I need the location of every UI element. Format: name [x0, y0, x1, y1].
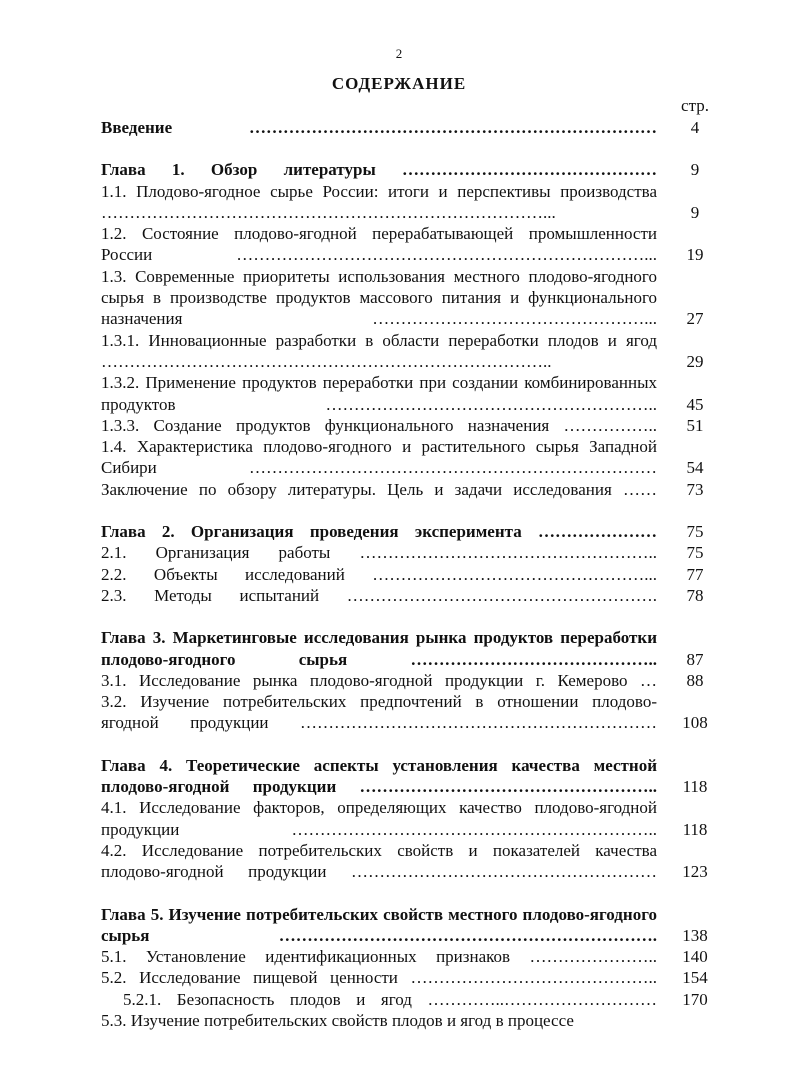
- toc-entry-page: 73: [686, 479, 704, 499]
- toc-entry: [101, 946, 718, 967]
- toc-entry-title: 1.3. Современные приоритеты использования местного плодово-ягодного сырья в производстве продуктов массового питания и функционального назначения …………………………………………...: [101, 266, 657, 329]
- toc-entry-title: 1.3.1. Инновационные разработки в области переработки плодов и ягод ……………………………………………………………………..: [101, 330, 657, 371]
- toc-entry-page: 27: [686, 309, 704, 329]
- table-of-contents: [101, 117, 718, 1031]
- toc-entry-title: 2.1. Организация работы ……………………………………………..: [101, 543, 657, 563]
- toc-entry: [101, 797, 718, 840]
- toc-entry-title: Глава 5. Изучение потребительских свойств местного плодово-ягодного сырья ………………………………………………………….: [101, 904, 657, 945]
- toc-entry: [101, 585, 718, 606]
- toc-entry: [101, 691, 718, 734]
- toc-entry-title: 1.1. Плодово-ягодное сырье России: итоги и перспективы производства ……………………………………………………………………...: [101, 181, 657, 222]
- toc-entry-page: 54: [686, 458, 704, 478]
- toc-entry: [101, 542, 718, 563]
- toc-entry-title: Введение ………………………………………………………………: [101, 118, 657, 137]
- toc-entry-page: 138: [682, 925, 708, 945]
- toc-entry-title: 5.2.1. Безопасность плодов и ягод …………..………………………: [123, 989, 657, 1009]
- toc-entry-page: 45: [686, 394, 704, 414]
- toc-entry: [101, 330, 718, 373]
- toc-entry-title: Глава 4. Теоретические аспекты установления качества местной плодово-ягодной продукции ……………………………………………..: [101, 755, 657, 797]
- toc-entry-page: 154: [682, 968, 708, 988]
- toc-entry-page: 87: [686, 649, 704, 669]
- page-column-header: стр.: [681, 96, 709, 115]
- toc-entry-page: 140: [682, 947, 708, 967]
- toc-entry: [101, 989, 718, 1010]
- toc-entry-title: 4.1. Исследование факторов, определяющих качество плодово-ягодной продукции ………………………………………………………..: [101, 798, 657, 839]
- toc-entry: [101, 181, 718, 224]
- toc-entry-title: 5.2. Исследование пищевой ценности ……………………………………..: [101, 968, 657, 988]
- toc-entry-page: 78: [686, 585, 704, 605]
- toc-entry-title: 1.4. Характеристика плодово-ягодного и растительного сырья Западной Сибири ………………………………………………………………: [101, 437, 657, 478]
- toc-entry-title: Глава 3. Маркетинговые исследования рынка продуктов переработки плодово-ягодного сырья ……………………………………..: [101, 628, 657, 669]
- toc-entry: [101, 223, 718, 266]
- toc-entry-title: 2.2. Объекты исследований …………………………………………...: [101, 564, 657, 584]
- toc-entry: [101, 479, 718, 500]
- toc-entry-title: 1.3.2. Применение продуктов переработки при создании комбинированных продуктов …………………………………………………..: [101, 373, 657, 414]
- toc-entry-page: 77: [686, 564, 704, 584]
- toc-entry-page: 118: [682, 819, 708, 839]
- toc-entry-page: 170: [682, 989, 708, 1009]
- toc-entry-page: 9: [690, 202, 700, 222]
- toc-entry-title: 5.3. Изучение потребительских свойств плодов и ягод в процессе: [101, 1010, 574, 1030]
- toc-entry-page: 108: [682, 713, 708, 733]
- toc-entry: [101, 967, 718, 988]
- toc-entry: [101, 627, 718, 670]
- toc-entry-title: 3.1. Исследование рынка плодово-ягодной продукции г. Кемерово …: [101, 670, 657, 690]
- toc-entry-title: Глава 2. Организация проведения эксперимента …………………: [101, 522, 657, 542]
- toc-entry-title: Глава 1. Обзор литературы ………………………………………: [101, 160, 657, 180]
- toc-entry: [101, 1010, 718, 1031]
- toc-entry-title: 1.3.3. Создание продуктов функционального назначения ……………..: [101, 415, 657, 435]
- toc-entry: [101, 415, 718, 436]
- toc-entry-page: 51: [686, 415, 704, 435]
- toc-entry-page: 4: [690, 118, 700, 137]
- toc-entry: [101, 436, 718, 479]
- toc-entry-page: 88: [686, 670, 704, 690]
- toc-entry-title: Заключение по обзору литературы. Цель и задачи исследования ……: [101, 479, 657, 499]
- page-number: 2: [395, 46, 403, 61]
- toc-entry: [101, 266, 718, 330]
- toc-entry-page: 29: [686, 351, 704, 371]
- toc-entry-page: 123: [682, 862, 708, 882]
- toc-entry: [101, 159, 718, 180]
- toc-entry: [101, 521, 718, 542]
- toc-entry: [101, 840, 718, 883]
- toc-entry: [101, 755, 718, 798]
- toc-entry-title: 3.2. Изучение потребительских предпочтений в отношении плодово-ягодной продукции ………………………………………………………: [101, 692, 657, 733]
- toc-entry-title: 4.2. Исследование потребительских свойств и показателей качества плодово-ягодной продукции ………………………………………………: [101, 840, 657, 882]
- toc-entry-page: 9: [690, 160, 700, 180]
- toc-entry: [101, 670, 718, 691]
- page-title: СОДЕРЖАНИЕ: [331, 74, 467, 93]
- toc-entry-page: 75: [686, 522, 704, 542]
- toc-entry: [101, 117, 718, 138]
- toc-entry-page: 118: [682, 777, 708, 797]
- toc-entry: [101, 904, 718, 947]
- toc-entry: [101, 372, 718, 415]
- toc-entry: [101, 564, 718, 585]
- toc-entry-title: 5.1. Установление идентификационных признаков …………………..: [101, 947, 657, 967]
- toc-entry-page: 75: [686, 543, 704, 563]
- toc-entry-title: 2.3. Методы испытаний ……………………………………………….: [101, 585, 657, 605]
- toc-entry-title: 1.2. Состояние плодово-ягодной перерабатывающей промышленности России ………………………………………………………………...: [101, 224, 657, 265]
- toc-entry-page: 19: [686, 245, 704, 265]
